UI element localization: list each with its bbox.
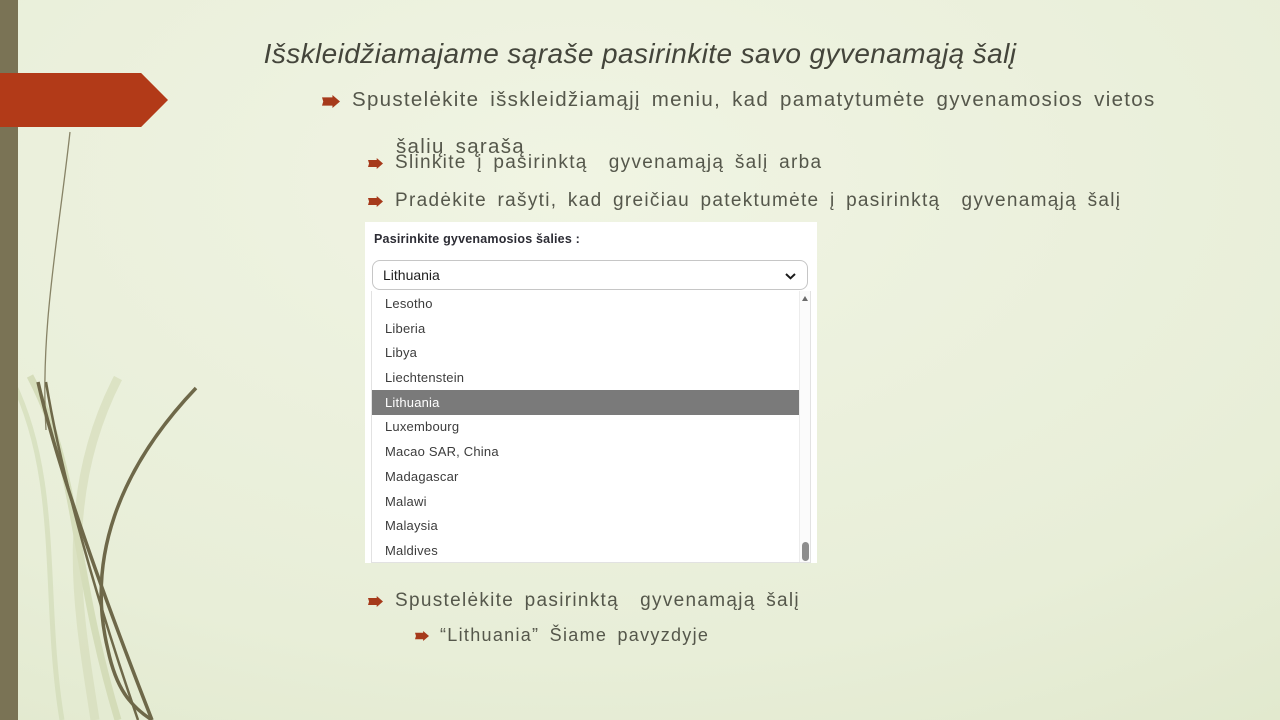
country-option[interactable]: Libya (385, 345, 418, 361)
bullet-text: Spustelėkite pasirinktą gyvenamąją šalį (395, 590, 800, 611)
bullet-text: Slinkite į pasirinktą gyvenamąją šalį arba (395, 152, 823, 173)
slide-title: Išskleidžiamajame sąraše pasirinkite savo gyvenamąją šalį (263, 38, 1017, 69)
country-dropdown-list (371, 291, 811, 563)
bullet-arrow-icon (415, 631, 429, 641)
country-option[interactable]: Malaysia (385, 518, 438, 534)
chevron-down-icon (785, 273, 796, 280)
country-option[interactable]: Lesotho (385, 295, 433, 311)
bullet-item-main (322, 88, 1252, 159)
bullet-text: Pradėkite rašyti, kad greičiau patektumėte į pasirinktą gyvenamąją šalį (395, 190, 1122, 211)
country-option[interactable]: Luxembourg (385, 419, 460, 435)
country-select-label: Pasirinkite gyvenamosios šalies : (374, 232, 581, 246)
country-option[interactable]: Liberia (385, 320, 426, 336)
country-option[interactable]: Madagascar (385, 468, 459, 484)
country-option[interactable]: Macao SAR, China (385, 444, 499, 460)
country-option[interactable]: Maldives (385, 543, 438, 559)
country-option[interactable]: Liechtenstein (385, 370, 465, 386)
bullet-text (352, 88, 1156, 159)
dropdown-screenshot-panel (365, 222, 817, 563)
scroll-up-arrow-icon[interactable] (802, 296, 808, 301)
bullet-item-click (368, 590, 800, 612)
country-select[interactable] (372, 260, 808, 290)
bullet-main-line1: Spustelėkite išskleidžiamąjį meniu, kad pamatytumėte gyvenamosios vietos (352, 88, 1156, 111)
bullet-text: “Lithuania” Šiame pavyzdyje (440, 625, 710, 645)
country-option[interactable]: Malawi (385, 493, 427, 509)
bullet-item-type (368, 190, 1121, 212)
bullet-main-line2: šalių sąrašą (395, 135, 525, 158)
bullet-item-example (415, 625, 709, 646)
bullet-arrow-icon (368, 158, 383, 169)
scrollbar-thumb[interactable] (802, 542, 809, 561)
country-option[interactable]: Lithuania (372, 390, 799, 415)
country-option-list (372, 291, 799, 563)
selected-country-value: Lithuania (383, 267, 440, 283)
bullet-arrow-icon (322, 95, 340, 108)
dropdown-scrollbar[interactable] (799, 291, 810, 562)
red-arrow-shape (0, 73, 168, 127)
bullet-item-scroll (368, 152, 822, 174)
bullet-arrow-icon (368, 596, 383, 607)
bullet-arrow-icon (368, 196, 383, 207)
